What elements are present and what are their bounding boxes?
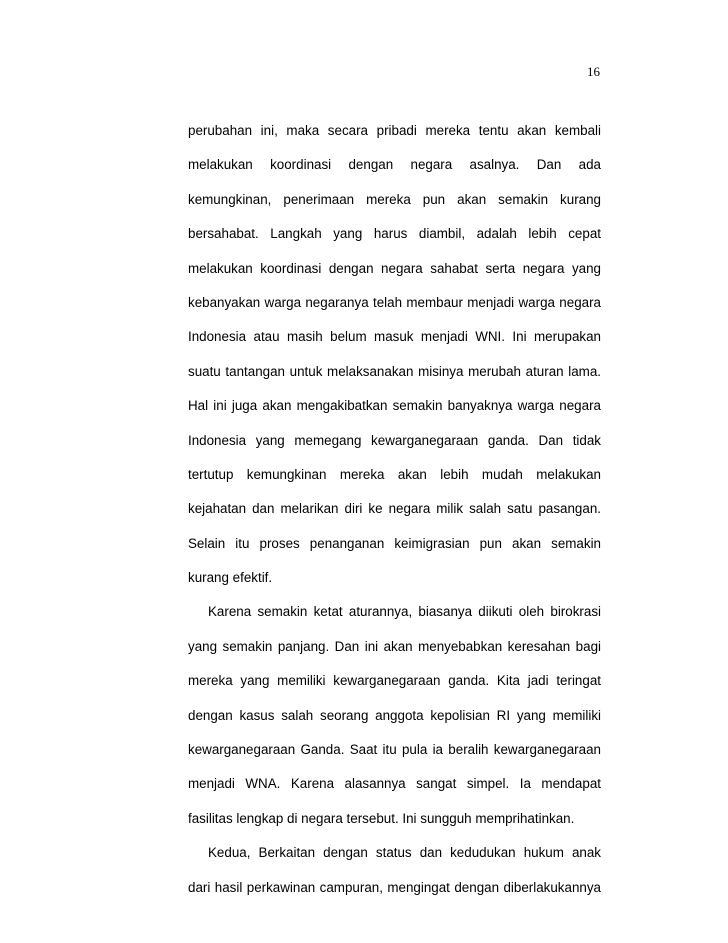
text-line: Hal ini juga akan mengakibatkan semakin banyaknya warga negara [188, 398, 601, 414]
text-line: menjadi WNA. Karena alasannya sangat simpel. Ia mendapat [188, 776, 601, 792]
text-line: Kedua, Berkaitan dengan status dan kedudukan hukum anak [208, 845, 601, 861]
text-line: tertutup kemungkinan mereka akan lebih mudah melakukan [188, 466, 601, 482]
text-line: kewarganegaraan Ganda. Saat itu pula ia beralih kewarganegaraan [188, 742, 601, 758]
text-line: kejahatan dan melarikan diri ke negara milik salah satu pasangan. [188, 501, 601, 517]
text-line: kebanyakan warga negaranya telah membaur menjadi warga negara [188, 294, 601, 310]
text-line: Karena semakin ketat aturannya, biasanya diikuti oleh birokrasi [208, 604, 601, 620]
text-line: suatu tantangan untuk melaksanakan misinya merubah aturan lama. [188, 363, 601, 379]
text-line: Indonesia atau masih belum masuk menjadi WNI. Ini merupakan [188, 329, 601, 345]
text-line: kurang efektif. [188, 570, 273, 586]
page-number: 16 [587, 64, 600, 79]
text-line: Selain itu proses penanganan keimigrasian pun akan semakin [188, 535, 601, 551]
text-line: dari hasil perkawinan campuran, mengingat dengan diberlakukannya [188, 879, 601, 895]
text-line: bersahabat. Langkah yang harus diambil, adalah lebih cepat [188, 226, 601, 242]
text-line: perubahan ini, maka secara pribadi mereka tentu akan kembali [188, 123, 601, 138]
text-line: melakukan koordinasi dengan negara asalnya. Dan ada [188, 157, 601, 173]
text-line: fasilitas lengkap di negara tersebut. Ini sungguh memprihatinkan. [188, 810, 575, 826]
text-line: Indonesia yang memegang kewarganegaraan ganda. Dan tidak [188, 432, 601, 448]
text-line: kemungkinan, penerimaan mereka pun akan semakin kurang [188, 191, 601, 207]
body-text [188, 119, 601, 910]
text-line: dengan kasus salah seorang anggota kepolisian RI yang memiliki [188, 707, 601, 723]
text-line: melakukan koordinasi dengan negara sahabat serta negara yang [188, 260, 601, 276]
text-line: mereka yang memiliki kewarganegaraan ganda. Kita jadi teringat [188, 673, 601, 689]
text-line: yang semakin panjang. Dan ini akan menyebabkan keresahan bagi [188, 638, 601, 654]
